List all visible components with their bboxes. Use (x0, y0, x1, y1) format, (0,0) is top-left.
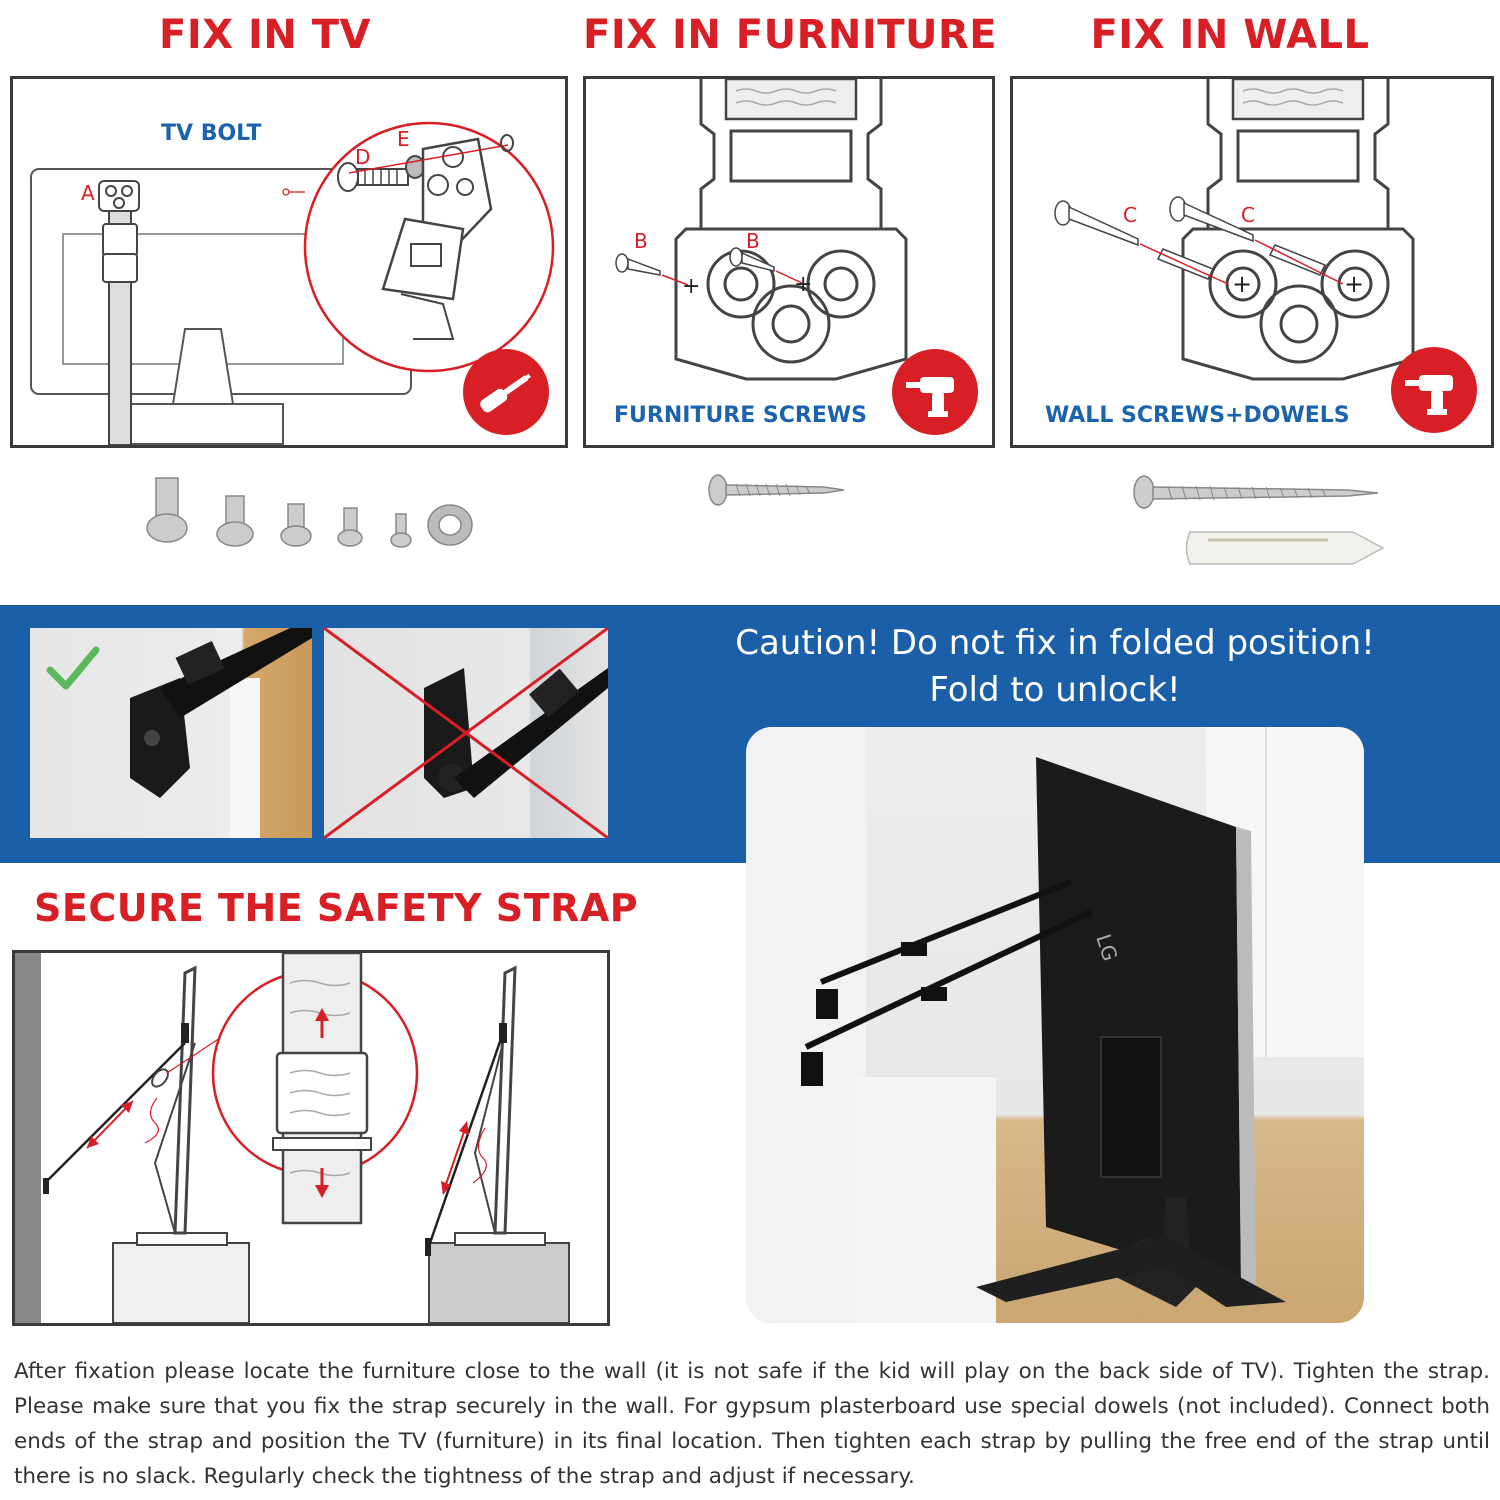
heading-fix-in-tv: FIX IN TV (159, 12, 371, 58)
svg-text:+: + (682, 274, 701, 299)
screwdriver-icon (463, 349, 549, 435)
heading-fix-in-furniture: FIX IN FURNITURE (583, 12, 998, 58)
screwdriver-badge (463, 349, 549, 435)
tv-strap-scene-illustration (746, 727, 1364, 1323)
check-mark-icon (46, 646, 100, 690)
panel-fix-in-tv (10, 76, 568, 448)
part-letter-a: A (81, 181, 95, 205)
part-letter-e: E (397, 127, 410, 151)
caution-line-2: Fold to unlock! (929, 670, 1181, 710)
cross-mark-icon (324, 628, 608, 838)
panel-fix-in-wall (1010, 76, 1494, 448)
photo-wrong-folded-position (324, 628, 608, 838)
secure-strap-diagram (15, 953, 607, 1323)
part-letter-b-right: B (746, 229, 760, 253)
heading-secure-the-safety-strap: SECURE THE SAFETY STRAP (34, 886, 639, 930)
instructions-paragraph: After fixation please locate the furniture close to the wall (it is not safe if the kid will play on the back side of TV). Tighten the strap. Please make sure that you fix the strap securely in the wall. For gypsum plasterboard use special dowels (not included). Connect both ends of the strap and position the TV (furniture) in its final location. Then tighten each strap by pulling the free end of the strap until there is no slack. Regularly check the tightness of the strap and adjust if necessary. (14, 1359, 1490, 1489)
photo-correct-position (30, 628, 312, 838)
tv-bolt-set-illustration (140, 470, 500, 570)
photo-tv-strapped-to-wall (746, 727, 1364, 1323)
svg-text:+: + (794, 272, 813, 297)
part-letter-c-right: C (1241, 203, 1255, 227)
heading-fix-in-wall: FIX IN WALL (1090, 12, 1370, 58)
caution-line-1: Caution! Do not fix in folded position! (735, 623, 1375, 663)
part-letter-c-left: C (1123, 203, 1137, 227)
svg-text:+: + (1344, 270, 1365, 298)
wall-screw-dowel-illustration (1128, 470, 1388, 580)
drill-badge-wall (1391, 347, 1477, 433)
svg-text:+: + (1232, 270, 1253, 298)
part-letter-d: D (355, 145, 371, 169)
label-furniture-screws: FURNITURE SCREWS (614, 403, 867, 428)
panel-fix-in-furniture (583, 76, 995, 448)
drill-icon (892, 349, 978, 435)
drill-badge-furniture (892, 349, 978, 435)
tv-brand-logo: LG (1091, 931, 1123, 964)
part-letter-b-left: B (634, 229, 648, 253)
drill-icon (1391, 347, 1477, 433)
label-wall-screws-dowels: WALL SCREWS+DOWELS (1045, 403, 1350, 428)
panel-secure-strap (12, 950, 610, 1326)
furniture-screw-illustration (704, 470, 854, 510)
caution-text (700, 620, 1410, 714)
label-tv-bolt: TV BOLT (161, 121, 262, 146)
